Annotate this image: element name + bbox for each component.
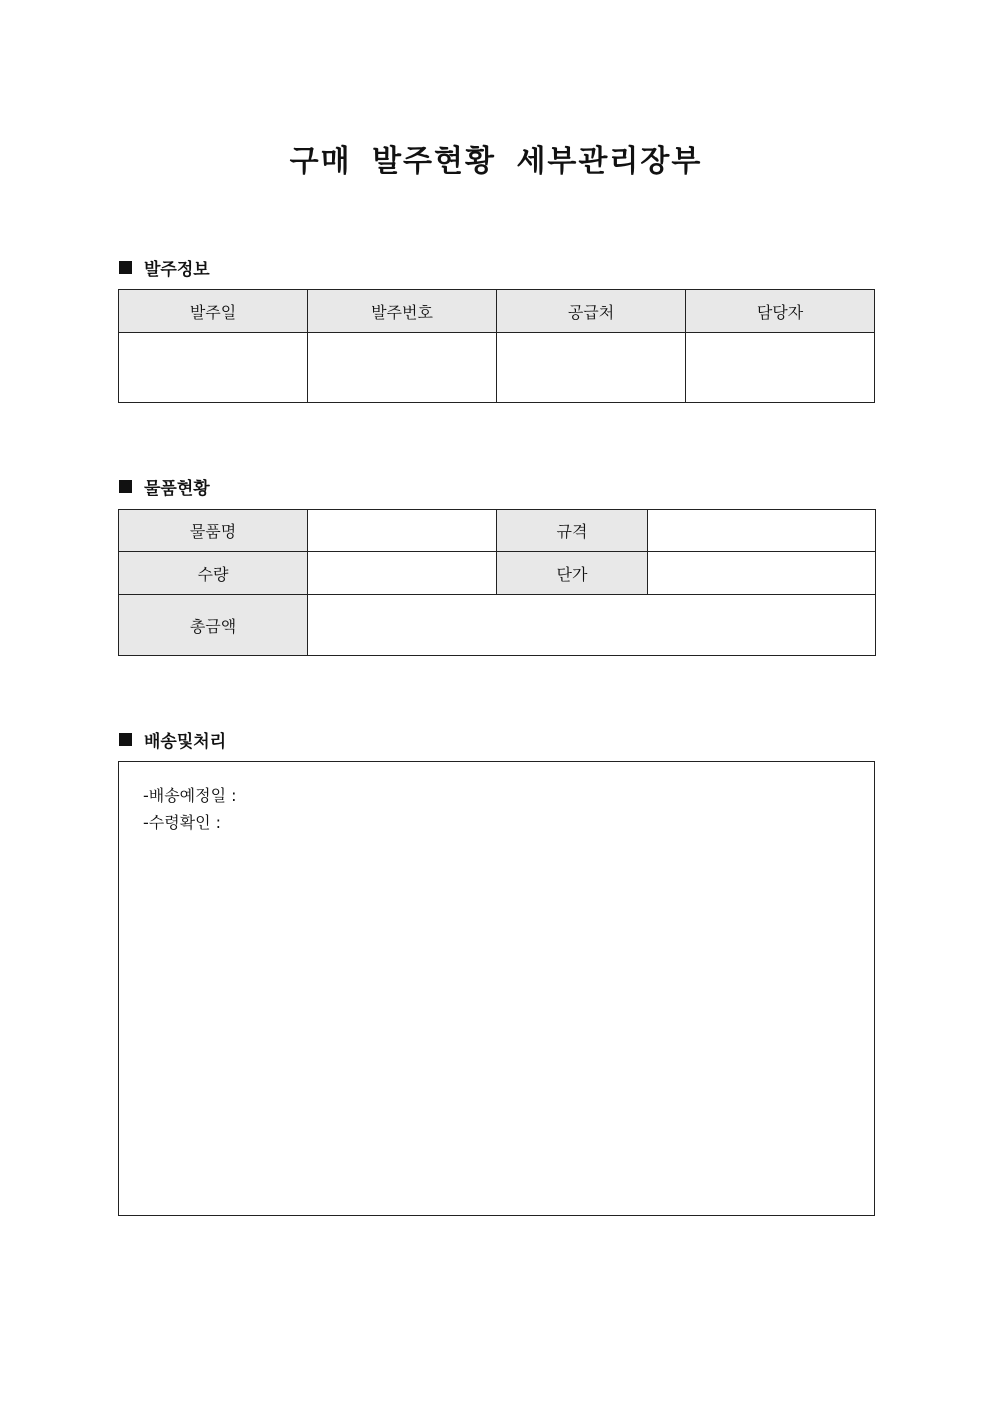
delivery-date-line: -배송예정일 : [143,786,237,805]
header-order-number: 발주번호 [308,290,497,333]
section-heading-label: 발주정보 [144,260,210,280]
section-heading-label: 배송및처리 [144,732,227,752]
order-info-table [118,289,875,403]
manager-cell[interactable] [686,333,875,403]
order-date-cell[interactable] [119,333,308,403]
receipt-confirm-line: -수령확인 : [143,813,222,832]
section-heading-item-status [119,474,210,499]
total-cell[interactable] [308,595,876,656]
label-total: 총금액 [119,595,308,656]
item-status-table [118,509,876,656]
header-supplier: 공급처 [497,290,686,333]
section-heading-order-info [119,255,210,280]
unit-price-cell[interactable] [648,552,876,595]
header-order-date: 발주일 [119,290,308,333]
label-item-name: 물품명 [119,510,308,552]
page-title: 구매 발주현황 세부관리장부 [289,144,703,179]
label-unit-price: 단가 [497,552,648,595]
delivery-notes-box[interactable] [118,761,875,1216]
order-number-cell[interactable] [308,333,497,403]
square-bullet-icon [119,480,132,493]
square-bullet-icon [119,733,132,746]
item-name-cell[interactable] [308,510,497,552]
quantity-cell[interactable] [308,552,497,595]
label-spec: 규격 [497,510,648,552]
label-quantity: 수량 [119,552,308,595]
section-heading-delivery [119,727,226,752]
square-bullet-icon [119,261,132,274]
spec-cell[interactable] [648,510,876,552]
section-heading-label: 물품현황 [144,479,210,499]
supplier-cell[interactable] [497,333,686,403]
header-manager: 담당자 [686,290,875,333]
